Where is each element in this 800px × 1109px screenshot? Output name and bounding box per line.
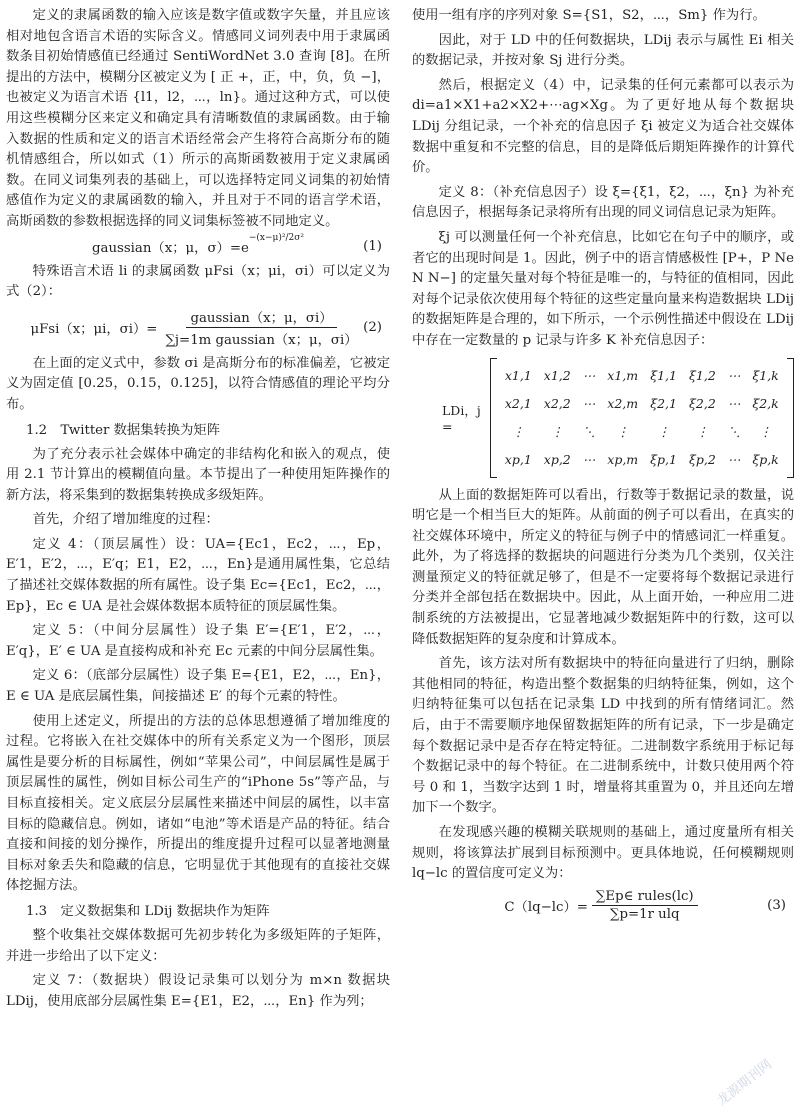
matrix-right-bracket <box>787 358 794 478</box>
equation-number: (1) <box>363 238 382 254</box>
matrix-lhs: LDi，j = <box>442 403 481 434</box>
matrix-cell: x2,1 <box>504 396 532 411</box>
matrix-row <box>499 446 785 474</box>
matrix-cell: x1,m <box>607 368 639 383</box>
equation-number: (2) <box>363 319 382 335</box>
matrix-cell: ⋯ <box>582 452 596 467</box>
matrix-cell: x2,2 <box>543 396 571 411</box>
paragraph: 使用一组有序的序列对象 S={S1，S2，⋯，Sm} 作为行。 <box>412 8 766 23</box>
matrix-cell: ⋮ <box>512 424 525 439</box>
matrix-cell: ⋮ <box>696 424 709 439</box>
paragraph: 定义 8：（补充信息因子）设 ξ={ξ1，ξ2，⋯，ξn} 为补充信息因子，根据每条记录将所有出现的同义词信息记录为矩阵。 <box>412 184 794 221</box>
equation-1-lhs: gaussian（x；μ，σ）=e <box>92 240 249 256</box>
matrix-cell: ⋱ <box>582 424 596 439</box>
equation-2-fraction <box>161 307 361 348</box>
matrix-cell: ⋯ <box>727 452 741 467</box>
matrix-row <box>499 362 785 390</box>
equation-3-lhs: C（lq−lc）= <box>504 899 588 915</box>
paragraph: 在发现感兴趣的模糊关联规则的基础上，通过度量所有相关规则，将该算法扩展到目标预测中。更具体地说，任何模糊规则 lq−lc 的置信度可定义为： <box>412 825 794 882</box>
matrix-equation <box>412 358 794 478</box>
matrix-cell: xp,1 <box>504 452 532 467</box>
paragraph: 因此，对于 LD 中的任何数据块，LDij 表示与属性 Ei 相关的数据记录，并按对象 Sj 进行分类。 <box>412 32 794 69</box>
paragraph: ξj 可以测量任何一个补充信息，比如它在句子中的顺序，或者它的出现时间是 1。因此，例子中的语言情感极性 [P+，P Ne N N−] 的定量矢量对每个特征是唯一的，与特征的值相同，因此对每个记录依次使用每个特征的这些定量向量来构造数据块 LDij 的数据矩阵是合理的，如下所示，一个示例性描述中假设在 LDij 中存在一定数量的 p 记录与许多 K 补充信息因子： <box>412 229 794 348</box>
equation-1 <box>6 233 390 256</box>
matrix-cell: ⋮ <box>759 424 772 439</box>
paragraph: 在上面的定义式中，参数 σi 是高斯分布的标准偏差，它被定义为固定值 [0.25，0.15，0.125]，以符合情感值的理论平均分布。 <box>6 355 390 412</box>
matrix-cell: ⋱ <box>727 424 741 439</box>
paragraph: 首先，该方法对所有数据块中的特征向量进行了归纳，删除其他相同的特征，构造出整个数据集的归纳特征集，例如，这个归纳特征集可以包括在记录集 LD 中找到的所有情绪词汇。然后，由于不需要顺序地保留数据矩阵的所有记录，下一步是确定每个数据记录中是否存在特定特征。二进制数字系统用于标记每个数据记录中的每个特征。在二进制系统中，计数只使用两个符号 0 和 1，当数字达到 1 时，增量将其重置为 0，并且还向左增加下一个数字。 <box>412 656 794 816</box>
matrix-row <box>499 418 785 446</box>
matrix-cell: ⋮ <box>551 424 564 439</box>
section-heading: 1.3 定义数据集和 LDij 数据块作为矩阵 <box>26 903 270 919</box>
matrix-cell: ⋮ <box>616 424 629 439</box>
matrix-cell: ξp,k <box>752 452 779 467</box>
paragraph: 定义 5：（中间分层属性）设子集 E′={E′1，E′2，⋯，E′q}，E′ ∈ UA 是直接构成和补充 Ec 元素的中间分层属性集。 <box>6 623 390 659</box>
matrix-cell: x1,1 <box>504 368 532 383</box>
matrix-cell: x1,2 <box>543 368 571 383</box>
paragraph: 定义的隶属函数的输入应该是数字值或数字矢量，并且应该相对地包含语言术语的实际含义。情感同义词列表中用于隶属函数条目初始情感值已经通过 SentiWordNet 3.0 查询 [8]。在所提出的方法中，模糊分区被定义为 [ 正 +，正，中，负，负 −]，也被定义为语言术语 {l1，l2，⋯，ln}。通过这种方式，可以使用这些模糊分区来定义和确定具有清晰数值的隶属函数。由于输入数据的性质和定义的语言术语经常会产生将符合高斯分布的随机情感组合，所以如式（1）所示的高斯函数被用于定义隶属函数。在同义词集列表的基础上，可以选择特定同义词集的初始情感值作为定义的隶属函数的输入，并且对于不同的语言学术语，高斯函数的参数根据选择的同义词集标签被不同地定义。 <box>6 8 390 229</box>
matrix-cell: ξ1,k <box>752 368 779 383</box>
matrix-cell: x2,m <box>607 396 639 411</box>
section-heading: 1.2 Twitter 数据集转换为矩阵 <box>26 422 220 438</box>
paragraph: 为了充分表示社会媒体中确定的非结构化和嵌入的观点，使用 2.1 节计算出的模糊值向量。本节提出了一种使用矩阵操作的新方法，将采集到的数据集转换成多级矩阵。 <box>6 446 390 503</box>
data-matrix <box>499 362 785 474</box>
paragraph: 定义 6：（底部分层属性）设子集 E={E1，E2，⋯，En}，E ∈ UA 是底层属性集，间接描述 E′ 的每个元素的特性。 <box>6 668 390 705</box>
equation-2-numerator: gaussian（x；μ，σi） <box>186 307 336 328</box>
matrix-row <box>499 390 785 418</box>
matrix-cell: xp,m <box>607 452 639 467</box>
matrix-cell: ξ2,2 <box>689 396 716 411</box>
equation-3-fraction <box>592 889 698 922</box>
matrix-cell: ⋯ <box>727 396 741 411</box>
equation-3-denominator: ∑p=1r ulq <box>609 906 680 922</box>
paragraph: 整个收集社交媒体数据可先初步转化为多级矩阵的子矩阵，并进一步给出了以下定义： <box>6 927 390 964</box>
paragraph: 然后，根据定义（4）中，记录集的任何元素都可以表示为 di=a1×X1+a2×X2+⋯ag×Xg。为了更好地从每个数据块 LDij 分组记录，一个补充的信息因子 ξi 被定义为适合社交媒体数据中重复和不完整的信息，目的是降低后期矩阵操作的计算代价。 <box>412 77 794 176</box>
matrix-cell: ⋯ <box>582 368 596 383</box>
equation-number: (3) <box>767 897 786 913</box>
paragraph: 使用上述定义，所提出的方法的总体思想遵循了增加维度的过程。它将嵌入在社交媒体中的所有关系定义为一个图形，顶层属性是要分析的目标属性，例如“苹果公司”，中间层属性是属于顶层属性的属性，例如目标公司生产的“iPhone 5s”等产品，与目标直接相关。定义底层分层属性来描述中间层的属性，以丰富目标的隐藏信息。例如，诸如“电池”等术语是产品的特征。结合直接和间接的划分操作，所提出的维度提升过程可以显著地测量目标对象丢失和隐藏的信息，它明显优于其他现有的直接社交媒体挖掘方法。 <box>6 713 390 894</box>
matrix-cell: ξ1,2 <box>689 368 716 383</box>
matrix-cell: ξ2,k <box>752 396 779 411</box>
matrix-cell: ξp,2 <box>688 452 716 467</box>
matrix-cell: ξ2,1 <box>650 396 677 411</box>
matrix-cell: xp,2 <box>543 452 571 467</box>
matrix-left-bracket <box>490 358 497 478</box>
paragraph: 定义 7：（数据块）假设记录集可以划分为 m×n 数据块 LDij，使用底部分层属性集 E={E1，E2，⋯，En} 作为列； <box>6 973 390 1009</box>
equation-1-exponent: −(x−μ)²/2σ² <box>248 233 304 244</box>
right-column <box>412 6 794 928</box>
matrix-cell: ξ1,1 <box>650 368 677 383</box>
paragraph: 从上面的数据矩阵可以看出，行数等于数据记录的数量，说明它是一个相当巨大的矩阵。从前面的例子可以看出，在真实的社交媒体环境中，所定义的特征与例子中的情感词汇一样重复。此外，为了将选择的数据块的问题进行分类为几个类别，仅关注测量预定义的特征就足够了，但是不一定要将每个数据记录进行分类并全部包括在数据块中。因此，从上面开始，一种应用二进制系统的方法被提出，它显著地减少数据矩阵中的行数，这可以降低数据矩阵的复杂度和计算成本。 <box>412 487 794 647</box>
equation-3 <box>412 889 794 922</box>
watermark: 龙源期刊网 <box>714 1057 775 1109</box>
equation-2-lhs: μFsi（x；μi，σi）= <box>30 321 158 337</box>
matrix-cell: ⋯ <box>727 368 741 383</box>
left-column <box>6 6 390 1016</box>
equation-2 <box>6 307 390 348</box>
equation-2-denominator: ∑j=1m gaussian（x；μ，σi） <box>165 332 358 348</box>
matrix-cell: ξp,1 <box>650 452 677 467</box>
paragraph: 定义 4：（顶层属性）设：UA={Ec1，Ec2，⋯，Ep，E′1，E′2，⋯，E′q；E1，E2，⋯，En}是通用属性集，它总结了描述社交媒体数据的所有属性。设子集 Ec={Ec1，Ec2，⋯，Ep}，Ec ∈ UA 是社会媒体数据本质特征的顶层属性集。 <box>6 536 390 614</box>
matrix-cell: ⋮ <box>657 424 670 439</box>
paragraph: 特殊语言术语 li 的隶属函数 μFsi（x；μi，σi）可以定义为式（2）： <box>6 263 390 300</box>
paragraph: 首先，介绍了增加维度的过程： <box>32 512 219 528</box>
matrix-cell: ⋯ <box>582 396 596 411</box>
equation-3-numerator: ∑Ep∈ rules(lc) <box>592 889 698 906</box>
